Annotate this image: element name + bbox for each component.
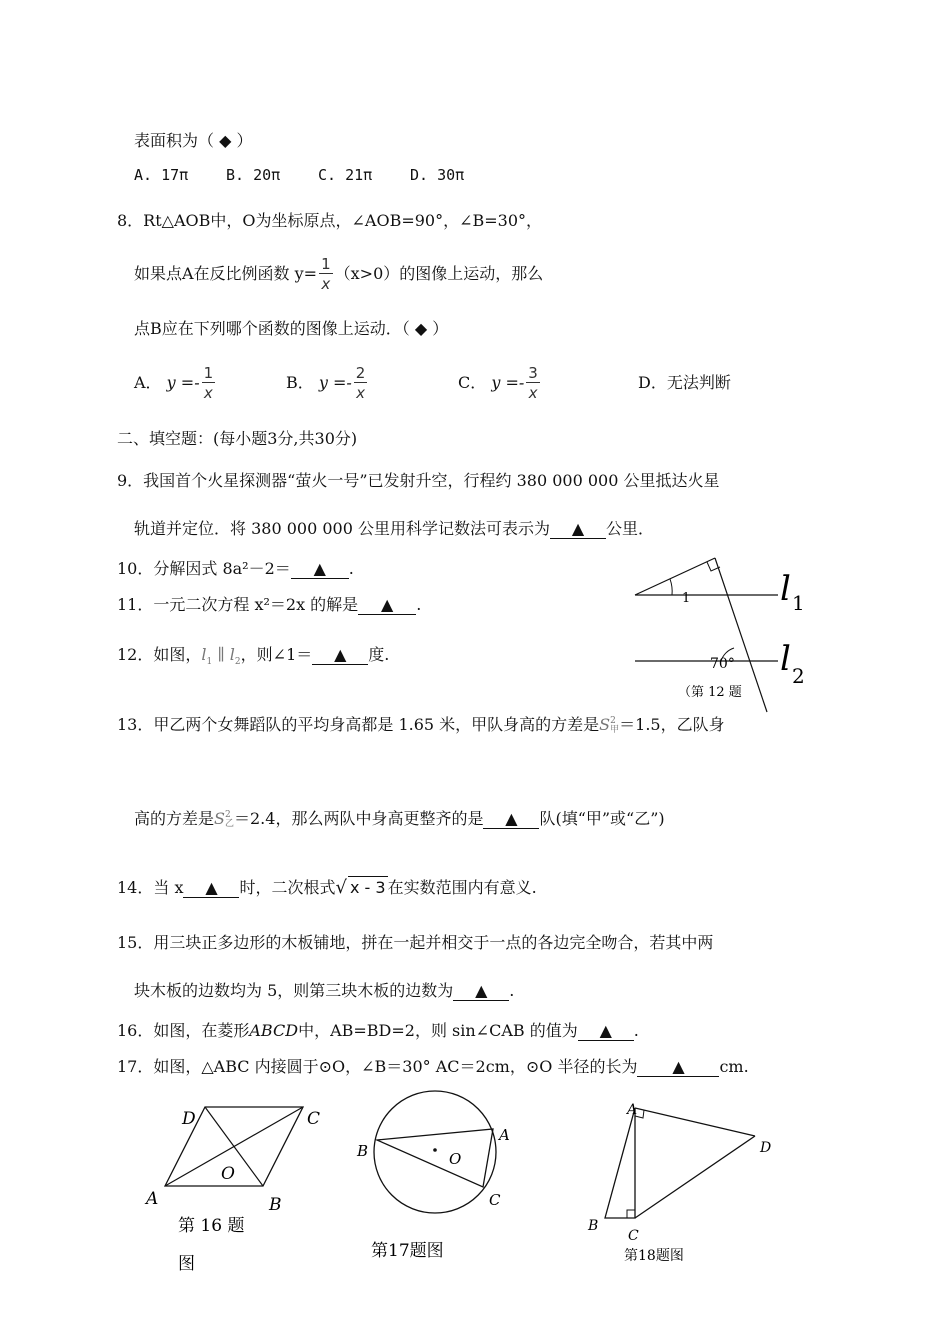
q8-option-c xyxy=(458,360,542,406)
q12-line xyxy=(117,644,389,673)
q8-line-2-pre: 如果点A在反比例函数 y= xyxy=(134,264,318,283)
q8-option-a xyxy=(134,360,217,406)
fig18-label-b: B xyxy=(588,1218,599,1234)
q12-parallel: ∥ xyxy=(212,645,230,664)
q17-line xyxy=(117,1056,749,1078)
q14-radicand: x - 3 xyxy=(349,878,386,897)
fig18-caption: 第18题图 xyxy=(624,1248,684,1264)
fig12-label-1: 1 xyxy=(682,591,691,606)
q13-line-2-pre: 高的方差是 xyxy=(134,809,215,828)
q15-answer-blank[interactable]: ▲ xyxy=(453,982,509,1001)
fig18-label-a: A xyxy=(627,1102,638,1118)
fig12-upper-segment xyxy=(635,558,715,595)
q16-answer-blank[interactable]: ▲ xyxy=(578,1022,634,1041)
fig16-label-o: O xyxy=(221,1164,235,1184)
radical-sign-icon: √ xyxy=(335,877,347,898)
fig18-label-c: C xyxy=(628,1228,639,1244)
q12-pre: 12．如图， xyxy=(117,645,202,664)
q13-line-2 xyxy=(134,808,665,830)
fig18-triangle-abc xyxy=(605,1108,635,1218)
q13-answer-blank[interactable]: ▲ xyxy=(483,810,539,829)
q7-option-a: A. 17π xyxy=(134,166,189,184)
q9-line-2-post: 公里． xyxy=(605,519,654,538)
q8-option-b xyxy=(286,360,369,406)
q14-mid: 时，二次根式 xyxy=(239,878,336,897)
q9-line-2 xyxy=(134,518,654,540)
fig12-label-l1: l xyxy=(780,569,791,609)
q15-line-2-post: . xyxy=(509,981,515,1000)
fig12-label-l1-sub: 1 xyxy=(792,591,805,615)
figure-18 xyxy=(580,1098,790,1273)
q10-answer-blank[interactable]: ▲ xyxy=(291,560,349,579)
q10-line xyxy=(117,558,354,580)
q12-mid: ，则∠1＝ xyxy=(240,645,313,664)
fig12-angle-1-arc xyxy=(670,579,672,595)
fig16-label-b: B xyxy=(269,1195,282,1215)
q8-line-1: 8．Rt△AOB中，O为坐标原点，∠AOB=90°，∠B=30°， xyxy=(117,211,543,230)
q8-option-c-lhs: y =- xyxy=(491,373,525,392)
q8-option-b-frac xyxy=(354,364,368,403)
q13-s-jia-sub: 甲 xyxy=(610,724,620,735)
q14-post: 在实数范围内有意义. xyxy=(387,878,537,897)
q12-l1-sub: 1 xyxy=(206,657,213,668)
q8-option-a-den: x xyxy=(203,384,213,402)
q17-answer-blank[interactable]: ▲ xyxy=(637,1058,719,1077)
q8-option-b-lhs: y =- xyxy=(318,373,352,392)
q13-s-jia: S xyxy=(599,715,611,734)
fig17-label-c: C xyxy=(489,1191,501,1209)
q13-line-1-pre: 13．甲乙两个女舞蹈队的平均身高都是 1.65 米，甲队身高的方差是 xyxy=(117,715,600,734)
q12-l2-sub: 2 xyxy=(234,657,241,668)
q15-line-1: 15．用三块正多边形的木板铺地，拼在一起并相交于一点的各边完全吻合，若其中两 xyxy=(117,933,714,952)
fig12-label-l2: l xyxy=(780,639,791,679)
fig17-label-a: A xyxy=(499,1126,510,1144)
q8-fraction xyxy=(319,255,333,294)
q11-line xyxy=(117,594,421,616)
q8-line-2-post: （x>0）的图像上运动，那么 xyxy=(334,264,544,283)
q13-line-1-post: ＝1.5，乙队身 xyxy=(619,715,725,734)
q14-line xyxy=(117,876,537,899)
q17-pre: 17．如图，△ABC 内接圆于⊙O，∠B＝30° AC＝2cm，⊙O 半径的长为 xyxy=(117,1057,638,1076)
q13-line-2-mid: ＝2.4，那么两队中身高更整齐的是 xyxy=(234,809,484,828)
q7-option-b: B. 20π xyxy=(226,166,281,184)
q8-option-c-label: C． xyxy=(458,373,487,392)
figure-16 xyxy=(140,1100,340,1280)
q8-line-3: 点B应在下列哪个函数的图像上运动．（ ◆ ） xyxy=(134,319,449,338)
fig16-label-d: D xyxy=(182,1109,196,1129)
q8-option-b-den: x xyxy=(356,384,366,402)
fig18-label-d: D xyxy=(760,1140,772,1156)
q8-fraction-den: x xyxy=(321,275,331,293)
fig16-label-a: A xyxy=(146,1189,159,1209)
q8-option-b-label: B． xyxy=(286,373,314,392)
fig12-label-70: 70° xyxy=(710,656,735,672)
q13-s-jia-scripts xyxy=(610,717,619,735)
fig18-segment-ad xyxy=(635,1108,755,1136)
fig16-label-c: C xyxy=(307,1109,321,1129)
q16-post: . xyxy=(633,1021,639,1040)
q16-line xyxy=(117,1020,639,1042)
q13-s-yi-sub: 乙 xyxy=(224,818,234,829)
q13-s-yi-scripts xyxy=(225,811,234,829)
fig12-caption: （第 12 题 xyxy=(678,685,742,700)
q9-answer-blank[interactable]: ▲ xyxy=(550,520,606,539)
q8-option-a-lhs: y =- xyxy=(166,373,200,392)
q8-option-c-den: x xyxy=(528,384,538,402)
q13-s-jia-sup: 2 xyxy=(610,715,616,726)
q8-fraction-num: 1 xyxy=(321,255,331,273)
q9-line-1: 9．我国首个火星探测器“萤火一号”已发射升空，行程约 380 000 000 公里抵达火星 xyxy=(117,471,720,490)
q8-option-a-num: 1 xyxy=(203,364,214,382)
q8-option-d: D．无法判断 xyxy=(638,373,731,392)
fig17-caption: 第17题图 xyxy=(371,1241,444,1261)
q12-post: 度. xyxy=(368,645,390,664)
q17-post: cm. xyxy=(719,1057,749,1076)
fig16-caption-2: 图 xyxy=(178,1254,195,1274)
q13-line-2-post: 队(填“甲”或“乙”) xyxy=(539,809,665,828)
q14-pre: 14．当 x xyxy=(117,878,184,897)
q12-answer-blank[interactable]: ▲ xyxy=(312,646,368,665)
fig18-right-angle-c xyxy=(627,1210,635,1218)
q7-option-d: D. 30π xyxy=(410,166,465,184)
q11-pre: 11．一元二次方程 x²＝2x 的解是 xyxy=(117,595,359,614)
q13-s-yi: S xyxy=(214,809,225,828)
q8-option-b-num: 2 xyxy=(355,364,366,382)
q10-post: . xyxy=(348,559,354,578)
fig17-center-dot xyxy=(433,1148,437,1152)
q11-answer-blank[interactable]: ▲ xyxy=(358,596,416,615)
q11-post: . xyxy=(416,595,422,614)
fig18-segment-cd xyxy=(635,1136,755,1218)
fig17-circle xyxy=(374,1091,496,1213)
q16-pre: 16．如图，在菱形 xyxy=(117,1021,250,1040)
fig17-triangle xyxy=(377,1129,493,1187)
q7-option-c: C. 21π xyxy=(318,166,373,184)
q12-l1: l xyxy=(201,645,207,664)
fig17-label-b: B xyxy=(357,1142,369,1160)
q8-option-c-num: 3 xyxy=(528,364,538,382)
section-2-title: 二、填空题：(每小题3分,共30分) xyxy=(117,429,358,448)
q14-answer-blank[interactable]: ▲ xyxy=(183,879,239,898)
q9-line-2-pre: 轨道并定位．将 380 000 000 公里用科学记数法可表示为 xyxy=(134,519,550,538)
q16-mid: 中，AB=BD=2，则 sin∠CAB 的值为 xyxy=(298,1021,578,1040)
q8-option-c-frac xyxy=(526,364,540,403)
q16-shape: ABCD xyxy=(249,1021,299,1040)
q8-option-a-label: A． xyxy=(134,373,162,392)
q7-area-line: 表面积为（ ◆ ） xyxy=(134,131,253,150)
figure-17 xyxy=(345,1084,535,1264)
fig16-caption-1: 第 16 题 xyxy=(178,1216,245,1236)
q15-line-2 xyxy=(134,980,514,1002)
fig17-label-o: O xyxy=(449,1150,462,1168)
q12-l2: l xyxy=(229,645,235,664)
q15-line-2-pre: 块木板的边数均为 5，则第三块木板的边数为 xyxy=(134,981,454,1000)
q8-line-2 xyxy=(134,252,543,296)
figure-12 xyxy=(620,550,830,740)
q13-s-yi-sup: 2 xyxy=(224,809,231,820)
fig12-label-l2-sub: 2 xyxy=(792,664,805,688)
q8-option-a-frac xyxy=(202,364,216,403)
q10-pre: 10．分解因式 8a²－2＝ xyxy=(117,559,291,578)
